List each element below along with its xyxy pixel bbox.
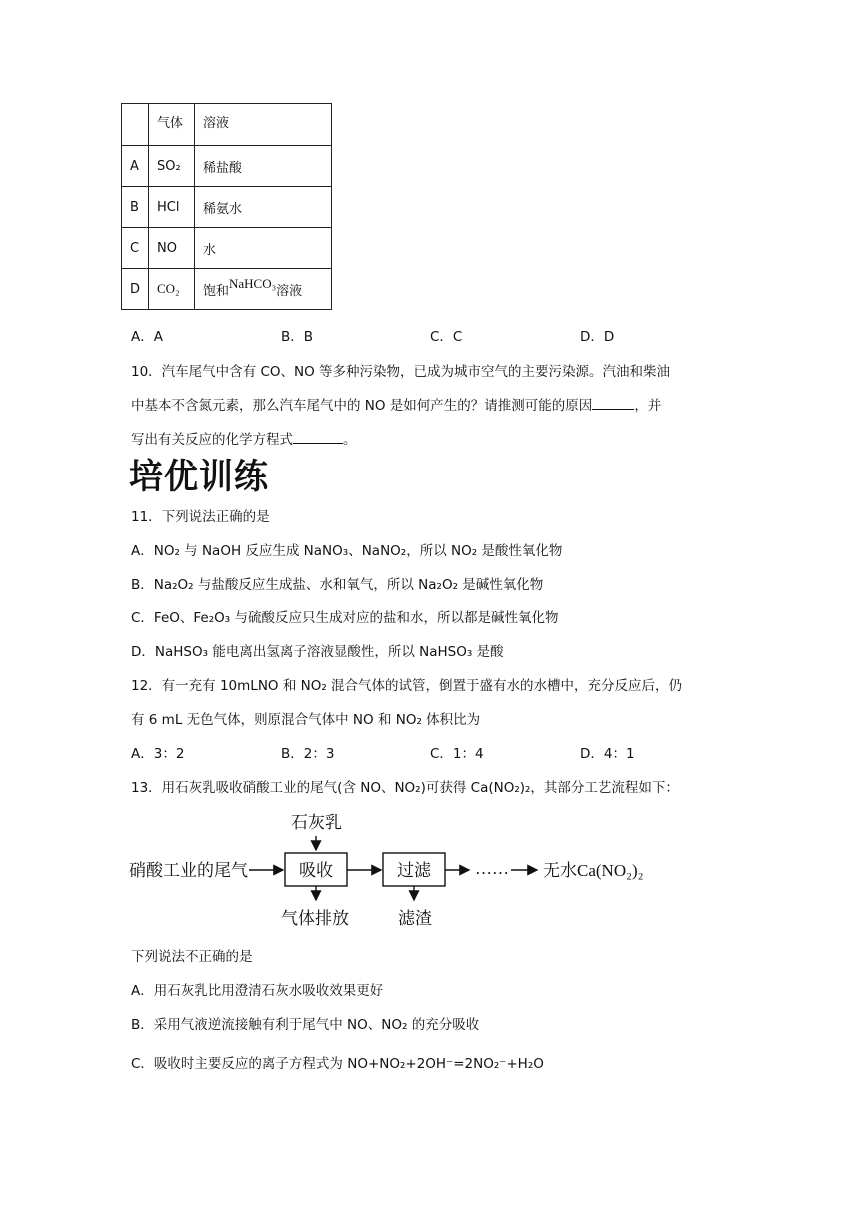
q12-line-2: 有 6 mL 无色气体，则原混合气体中 NO 和 NO₂ 体积比为 <box>131 712 481 728</box>
table-header-cell: 溶液 <box>195 104 332 146</box>
row-label: A <box>122 146 149 187</box>
q10-line-1: 10．汽车尾气中含有 CO、NO 等多种污染物，已成为城市空气的主要污染源。汽油和柴油 <box>131 364 671 380</box>
table-row <box>122 269 332 310</box>
q10-line-2 <box>131 397 661 415</box>
flow-product-label: 无水Ca(NO₂)₂ <box>543 861 644 880</box>
q12-option-b: B．2：3 <box>281 746 335 762</box>
flow-top-input-label: 石灰乳 <box>291 813 342 832</box>
solution-cell: 稀氨水 <box>195 187 332 228</box>
gas-cell: HCl <box>149 187 195 228</box>
solution-post: 溶液 <box>276 283 303 299</box>
q12-option-d: D．4：1 <box>580 746 635 762</box>
q12-line-1: 12．有一充有 10mLNO 和 NO₂ 混合气体的试管，倒置于盛有水的水槽中，充分反应后，仍 <box>131 678 683 694</box>
q9-option-b: B．B <box>281 329 314 345</box>
table-row <box>122 228 332 269</box>
q13-option-a: A．用石灰乳比用澄清石灰水吸收效果更好 <box>131 983 384 999</box>
q11-option-c: C．FeO、Fe₂O₃ 与硫酸反应只生成对应的盐和水，所以都是碱性氧化物 <box>131 610 559 626</box>
solution-cell: 稀盐酸 <box>195 146 332 187</box>
q13-option-c: C．吸收时主要反应的离子方程式为 NO+NO₂+2OH⁻=2NO₂⁻+H₂O <box>131 1056 544 1072</box>
solution-cell <box>195 269 332 310</box>
table-header-cell <box>122 104 149 146</box>
q13-question: 下列说法不正确的是 <box>131 949 253 965</box>
q11-option-b: B．Na₂O₂ 与盐酸反应生成盐、水和氧气，所以 Na₂O₂ 是碱性氧化物 <box>131 577 544 593</box>
solution-formula: NaHCO₃ <box>229 275 277 291</box>
solution-pre: 饱和 <box>203 283 230 299</box>
table-row <box>122 187 332 228</box>
q11-option-a: A．NO₂ 与 NaOH 反应生成 NaNO₃、NaNO₂，所以 NO₂ 是酸性氧化物 <box>131 543 563 559</box>
process-flow-diagram <box>125 808 665 938</box>
flow-ellipsis: …… <box>475 859 509 878</box>
flow-input-label: 硝酸工业的尾气 <box>129 861 248 880</box>
q9-option-d: D．D <box>580 329 615 345</box>
q11-option-d: D．NaHSO₃ 能电离出氢离子溶液显酸性，所以 NaHSO₃ 是酸 <box>131 644 504 660</box>
q10-line-3-end: 。 <box>343 432 357 448</box>
gas-cell: SO₂ <box>149 146 195 187</box>
row-label: C <box>122 228 149 269</box>
flow-step1-label: 吸收 <box>299 861 333 880</box>
row-label: B <box>122 187 149 228</box>
table-header-row <box>122 104 332 146</box>
answer-blank <box>592 397 634 410</box>
q12-option-c: C．1：4 <box>430 746 484 762</box>
q9-option-a: A．A <box>131 329 163 345</box>
flow-step2-output-label: 滤渣 <box>398 909 432 928</box>
gas-solution-table <box>121 103 332 310</box>
table-header-cell: 气体 <box>149 104 195 146</box>
solution-cell: 水 <box>195 228 332 269</box>
gas-cell: NO <box>149 228 195 269</box>
q13-stem: 13．用石灰乳吸收硝酸工业的尾气(含 NO、NO₂)可获得 Ca(NO₂)₂，其部分工艺流程如下： <box>131 780 679 796</box>
q10-line-2-text: 中基本不含氮元素，那么汽车尾气中的 NO 是如何产生的？请推测可能的原因 <box>131 398 593 414</box>
gas-cell: CO₂ <box>149 269 195 310</box>
q12-option-a: A．3：2 <box>131 746 185 762</box>
q9-option-c: C．C <box>430 329 463 345</box>
flow-step1-output-label: 气体排放 <box>281 909 349 928</box>
q10-line-3 <box>131 431 357 449</box>
q10-line-2-end: ，并 <box>634 398 662 414</box>
q11-stem: 11．下列说法正确的是 <box>131 509 270 525</box>
answer-blank <box>293 431 343 444</box>
q10-line-3-text: 写出有关反应的化学方程式 <box>131 432 293 448</box>
q13-option-b: B．采用气液逆流接触有利于尾气中 NO、NO₂ 的充分吸收 <box>131 1017 480 1033</box>
table-row <box>122 146 332 187</box>
flow-step2-label: 过滤 <box>397 861 431 880</box>
section-heading: 培优训练 <box>129 457 269 497</box>
row-label: D <box>122 269 149 310</box>
